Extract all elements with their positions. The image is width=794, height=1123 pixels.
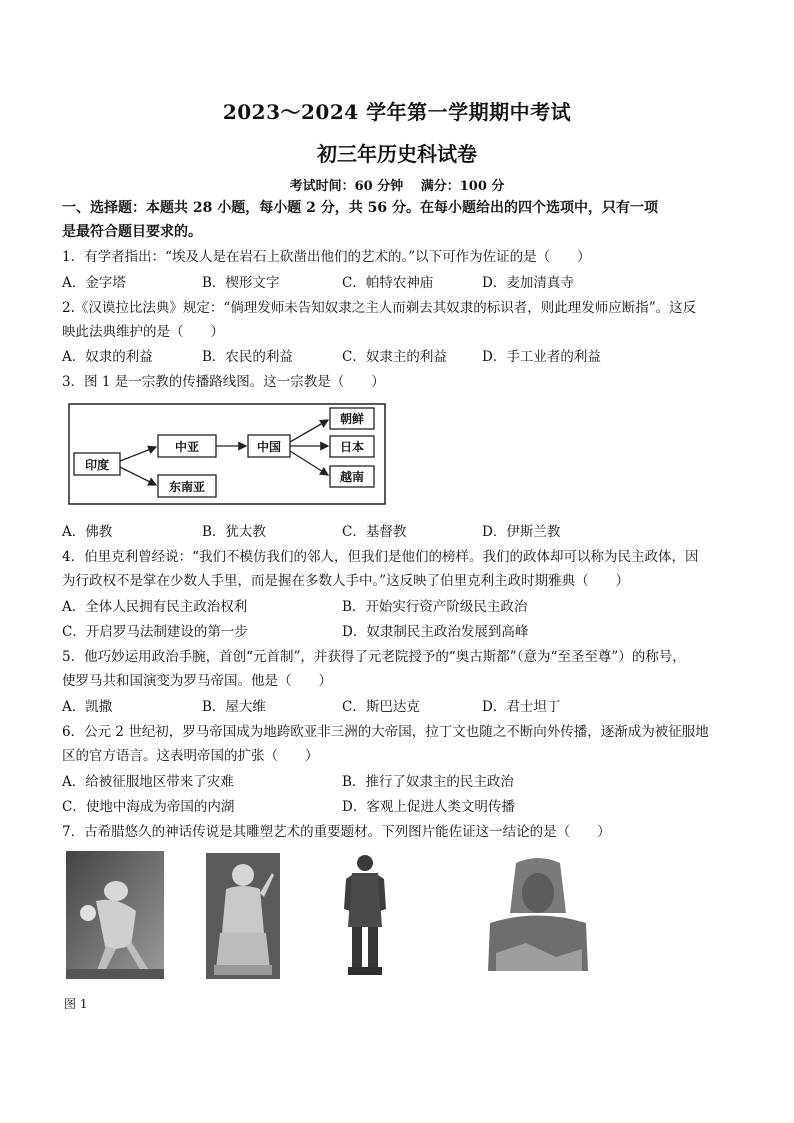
question-4-option-d: D．奴隶制民主政治发展到高峰 <box>342 624 529 640</box>
question-4-option-a: A．全体人民拥有民主政治权利 <box>62 599 248 615</box>
section-instruction-line2: 是最符合题目要求的。 <box>62 224 202 240</box>
arrow-india-central-asia <box>120 447 156 461</box>
terracotta-warrior-image <box>338 851 392 979</box>
exam-subtitle: 初三年历史科试卷 <box>317 142 477 166</box>
discus-thrower-image <box>66 851 164 979</box>
question-3-option-c: C．基督教 <box>342 524 407 540</box>
question-6-text-line1: 6．公元 2 世纪初，罗马帝国成为地跨欧亚非三洲的大帝国，拉丁文也随之不断向外传播，逐渐成为被征服地 <box>62 724 709 740</box>
node-india-label: 印度 <box>84 458 110 472</box>
question-4-option-b: B．开始实行资产阶级民主政治 <box>342 599 528 615</box>
religion-spread-diagram <box>68 403 386 505</box>
exam-title: 2023～2024 学年第一学期期中考试 <box>222 100 572 124</box>
question-1-option-b: B．楔形文字 <box>202 275 280 291</box>
question-5-option-b: B．屋大维 <box>202 699 266 715</box>
question-2-option-c: C．奴隶主的利益 <box>342 349 447 365</box>
arrow-india-southeast-asia <box>120 467 156 485</box>
question-3-text: 3．图 1 是一宗教的传播路线图。这一宗教是（ ） <box>62 374 385 390</box>
node-southeast-asia-label: 东南亚 <box>168 480 206 494</box>
question-6-option-d: D．客观上促进人类文明传播 <box>342 799 515 815</box>
question-5-text-line1: 5．他巧妙运用政治手腕，首创“元首制”，并获得了元老院授予的“奥古斯都”（意为“至圣至尊”）的称号， <box>62 649 686 665</box>
node-vietnam-label: 越南 <box>339 470 365 484</box>
question-5-option-a: A．凯撒 <box>62 699 113 715</box>
question-6-option-b: B．推行了奴隶主的民主政治 <box>342 774 514 790</box>
node-japan-label: 日本 <box>339 440 365 454</box>
exam-meta: 考试时间：60 分钟 满分：100 分 <box>289 179 505 194</box>
question-5-text-line2: 使罗马共和国演变为罗马帝国。他是（ ） <box>62 673 332 689</box>
question-3-option-b: B．犹太教 <box>202 524 266 540</box>
question-7-text: 7．古希腊悠久的神话传说是其雕塑艺术的重要题材。下列图片能佐证这一结论的是（ ） <box>62 824 611 840</box>
node-central-asia-label: 中亚 <box>174 440 200 454</box>
question-4-text-line2: 为行政权不是掌在少数人手里，而是握在多数人手中。”这反映了伯里克利主政时期雅典（ ） <box>62 573 630 589</box>
question-6-option-c: C．使地中海成为帝国的内湖 <box>62 799 235 815</box>
question-2-option-a: A．奴隶的利益 <box>62 349 153 365</box>
sphinx-image <box>486 853 590 977</box>
figure-label: 图 1 <box>64 997 88 1011</box>
question-2-text-line1: 2.《汉谟拉比法典》规定：“倘理发师未告知奴隶之主人而剃去其奴隶的标识者，则此理发师应断指”。这反 <box>62 300 697 316</box>
question-2-text-line2: 映此法典维护的是（ ） <box>62 324 224 340</box>
node-china-label: 中国 <box>256 440 282 454</box>
arrow-china-vietnam <box>290 451 328 475</box>
question-2-option-d: D．手工业者的利益 <box>482 349 601 365</box>
zeus-statue-image <box>206 853 280 979</box>
section-instruction-line1: 一、选择题：本题共 28 小题，每小题 2 分，共 56 分。在每小题给出的四个选项中，只有一项 <box>62 200 658 216</box>
question-5-option-c: C．斯巴达克 <box>342 699 420 715</box>
question-6-text-line2: 区的官方语言。这表明帝国的扩张（ ） <box>62 748 319 764</box>
question-3-option-d: D．伊斯兰教 <box>482 524 561 540</box>
question-3-option-a: A．佛教 <box>62 524 113 540</box>
node-korea-label: 朝鲜 <box>339 412 365 426</box>
question-1-option-a: A．金字塔 <box>62 275 126 291</box>
question-4-text-line1: 4．伯里克利曾经说：“我们不模仿我们的邻人，但我们是他们的榜样。我们的政体却可以称为民主政体，因 <box>62 549 699 565</box>
question-6-option-a: A．给被征服地区带来了灾难 <box>62 774 234 790</box>
question-2-option-b: B．农民的利益 <box>202 349 293 365</box>
question-1-text: 1．有学者指出：“埃及人是在岩石上砍凿出他们的艺术的。”以下可作为佐证的是（ ） <box>62 249 591 265</box>
question-5-option-d: D．君士坦丁 <box>482 699 561 715</box>
question-1-option-c: C．帕特农神庙 <box>342 275 434 291</box>
question-4-option-c: C．开启罗马法制建设的第一步 <box>62 624 248 640</box>
arrow-china-korea <box>290 420 328 442</box>
question-1-option-d: D．麦加清真寺 <box>482 275 574 291</box>
